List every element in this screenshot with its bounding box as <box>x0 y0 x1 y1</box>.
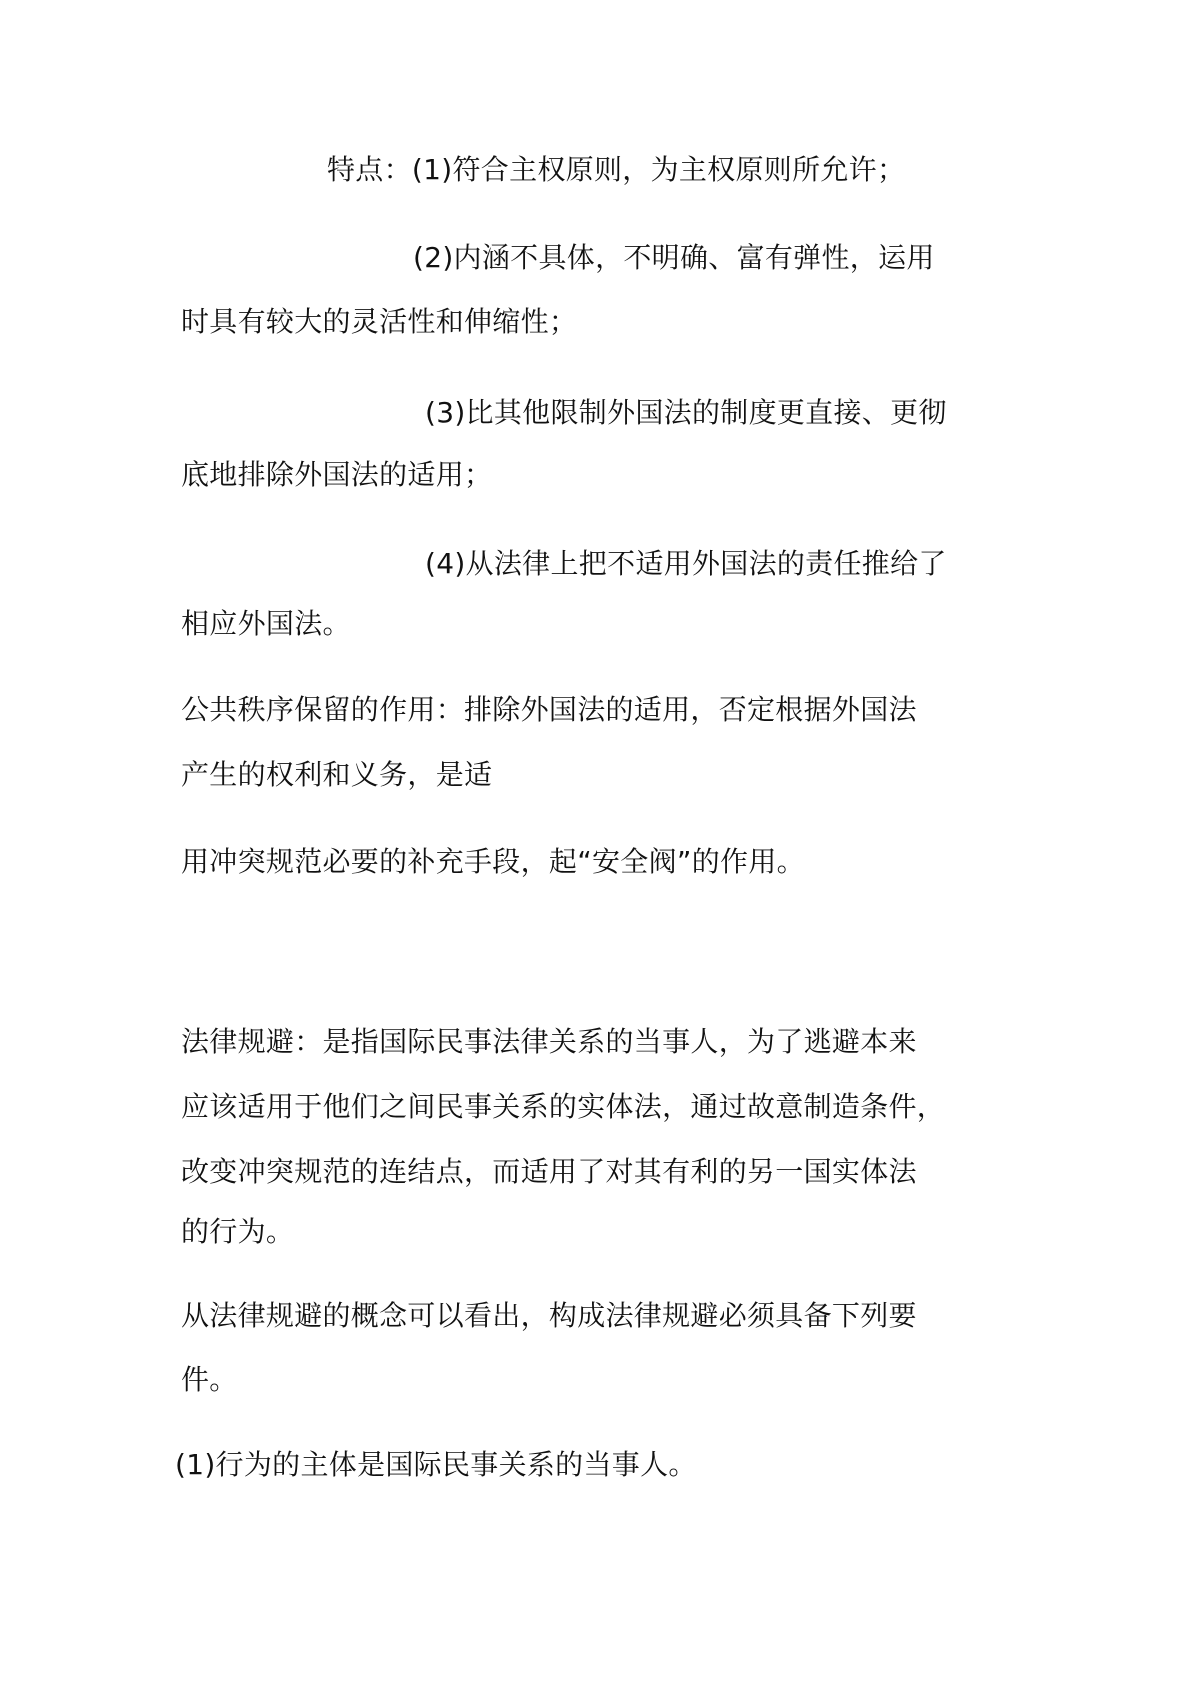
features-item-4-line-2: 相应外国法。 <box>181 607 351 640</box>
law-evasion-requirements-line-2: 件。 <box>181 1363 238 1396</box>
features-item-2-line-1: (2)内涵不具体，不明确、富有弹性，运用 <box>413 241 935 274</box>
features-item-4-line-1: (4)从法律上把不适用外国法的责任推给了 <box>425 547 947 580</box>
law-evasion-definition-line-2: 应该适用于他们之间民事关系的实体法，通过故意制造条件， <box>181 1090 946 1123</box>
public-order-role-line-1: 公共秩序保留的作用：排除外国法的适用，否定根据外国法 <box>181 693 917 726</box>
public-order-role-line-2: 产生的权利和义务，是适 <box>181 758 493 791</box>
features-item-3-line-1: (3)比其他限制外国法的制度更直接、更彻 <box>425 396 947 429</box>
law-evasion-definition-line-3: 改变冲突规范的连结点，而适用了对其有利的另一国实体法 <box>181 1155 917 1188</box>
law-evasion-requirements-line-1: 从法律规避的概念可以看出，构成法律规避必须具备下列要 <box>181 1299 917 1332</box>
public-order-role-line-3: 用冲突规范必要的补充手段，起“安全阀”的作用。 <box>181 845 805 878</box>
law-evasion-definition-line-4: 的行为。 <box>181 1215 295 1248</box>
law-evasion-definition-line-1: 法律规避：是指国际民事法律关系的当事人，为了逃避本来 <box>181 1025 917 1058</box>
requirement-1: (1)行为的主体是国际民事关系的当事人。 <box>175 1448 697 1481</box>
features-item-1: 特点：(1)符合主权原则，为主权原则所允许； <box>327 153 906 186</box>
features-item-2-line-2: 时具有较大的灵活性和伸缩性； <box>181 305 578 338</box>
features-item-3-line-2: 底地排除外国法的适用； <box>181 458 493 491</box>
